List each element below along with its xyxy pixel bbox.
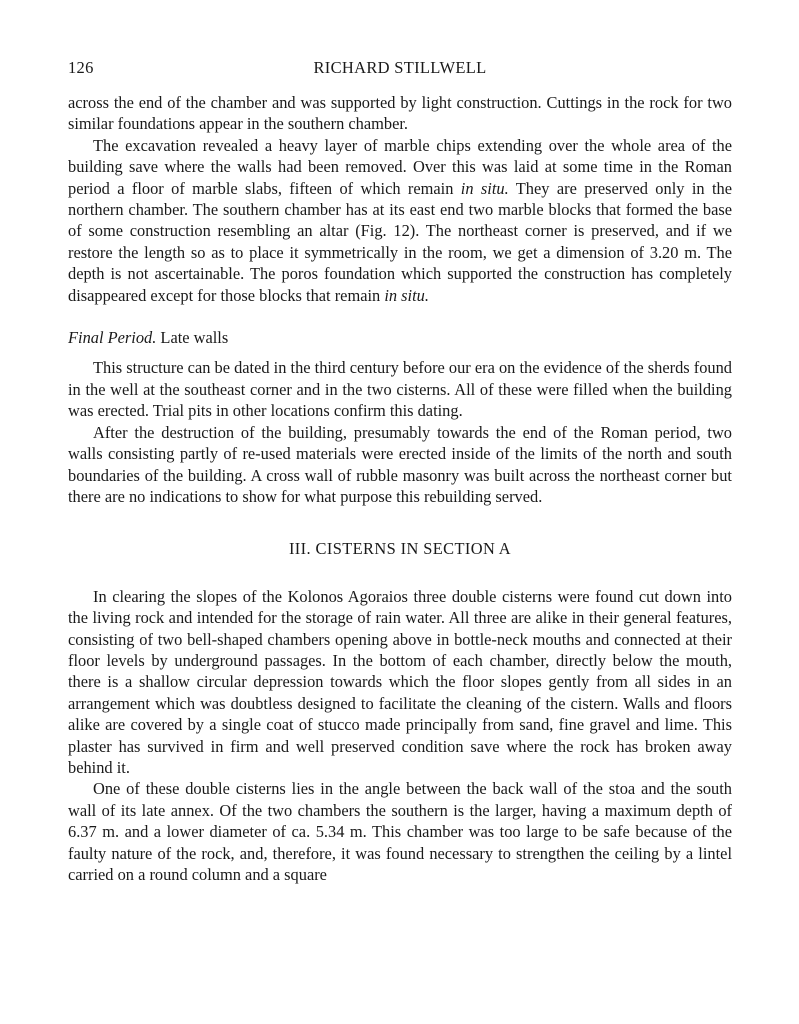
page-number: 126 (68, 58, 94, 77)
running-head (68, 58, 732, 82)
paragraph-cisterns: In clearing the slopes of the Kolonos Agoraios three double cisterns were found cut down into the living rock and intended for the storage of rain water. All three are alike in their general features, consisting of two bell-shaped chambers opening above in bottle-neck mouths and connected at their floor levels by underground passages. In the bottom of each chamber, directly below the mouth, there is a shallow circular depression towards which the floor slopes gently from all sides in an arrangement which was doubtless designed to facilitate the cleaning of the cistern. Walls and floors alike are covered by a single coat of stucco made principally from sand, fine gravel and lime. This plaster has survived in firm and well preserved condition save where the rock has broken away behind it. (68, 586, 732, 777)
paragraph-dating: This structure can be dated in the third century before our era on the evidence of the sherds found in the well at the southeast corner and in the two cisterns. All of these were filled when the building was erected. Trial pits in other locations confirm this dating. (68, 358, 732, 421)
book-page (68, 58, 732, 885)
italic-phrase: in situ. (460, 178, 509, 198)
period-label: Final Period. (68, 328, 157, 348)
section-heading: III. CISTERNS IN SECTION A (288, 539, 512, 559)
paragraph-text: They are preserved only in the northern chamber. The southern chamber has at its east end two marble blocks that formed the base of some construction resembling an altar (Fig. 12). The northeast corner is preserved, and if we restore the length so as to place it symmetrically in the room, we get a dimension of 3.20 m. The depth is not ascertainable. The poros foundation which supported the construction has completely disappeared except for those blocks that remain (68, 178, 732, 305)
paragraph-late-walls: After the destruction of the building, presumably towards the end of the Roman period, two walls consisting partly of re-used materials were erected inside of the limits of the north and south boundaries of the building. A cross wall of rubble masonry was built across the northeast corner but there are no indications to show for what purpose this rebuilding served. (68, 422, 732, 506)
paragraph-excavation (68, 135, 732, 306)
period-heading (68, 327, 732, 348)
body-text (68, 92, 732, 885)
paragraph-double-cistern: One of these double cisterns lies in the angle between the back wall of the stoa and the south wall of its late annex. Of the two chambers the southern is the larger, having a maximum depth of 6.37 m. and a lower diameter of ca. 5.34 m. This chamber was too large to be safe because of the faulty nature of the rock, and, therefore, it was found necessary to strengthen the ceiling by a lintel carried on a round column and a square (68, 779, 732, 884)
italic-phrase: in situ. (384, 285, 429, 305)
period-subtitle: Late walls (156, 328, 229, 348)
running-title: RICHARD STILLWELL (313, 58, 487, 77)
paragraph-continued: across the end of the chamber and was supported by light construction. Cuttings in the rock for two similar foundations appear in the southern chamber. (68, 93, 732, 134)
paragraph-text: The excavation revealed a heavy layer of marble chips extending over the whole area of the building save where the walls had been removed. Over this was laid at some time in the Roman period a floor of marble slabs, fifteen of which remain (68, 135, 732, 198)
